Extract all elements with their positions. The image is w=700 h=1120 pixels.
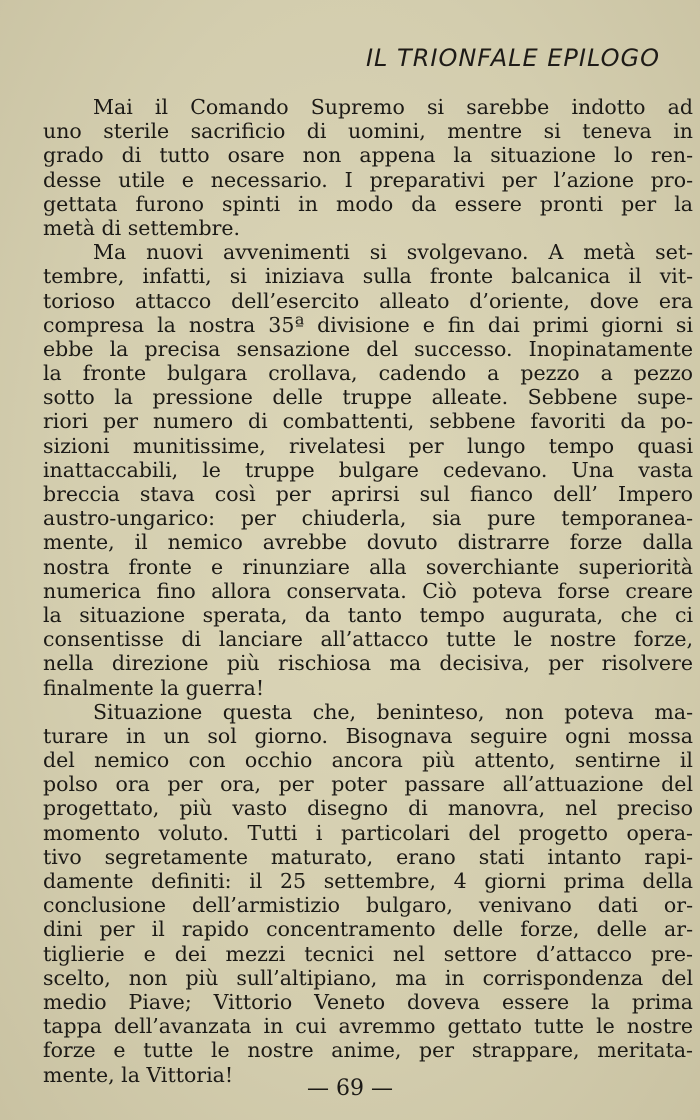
text-line: desse utile e necessario. I preparativi per l’azione pro-: [43, 167, 693, 192]
text-line: tivo segretamente maturato, erano stati intanto rapi-: [43, 844, 693, 869]
text-line: gettata furono spinti in modo da essere pronti per la: [43, 191, 693, 216]
text-line: dini per il rapido concentramento delle forze, delle ar-: [43, 917, 693, 942]
text-line: la situazione sperata, da tanto tempo augurata, che ci: [43, 602, 693, 627]
text-line: Situazione questa che, beninteso, non poteva ma-: [93, 699, 693, 724]
text-line: finalmente la guerra!: [43, 675, 265, 700]
text-line: metà di settembre.: [43, 215, 241, 240]
text-line: Mai il Comando Supremo si sarebbe indotto ad: [93, 95, 693, 119]
text-line: tembre, infatti, si iniziava sulla fronte balcanica il vit-: [43, 264, 693, 289]
text-line: austro-ungarico: per chiuderla, sia pure temporanea-: [43, 506, 693, 531]
text-line: nostra fronte e rinunziare alla soverchiante superiorità: [43, 554, 693, 579]
text-line: torioso attacco dell’esercito alleato d’oriente, dove era: [43, 288, 693, 313]
text-line: tiglierie e dei mezzi tecnici nel settore d’attacco pre-: [43, 941, 693, 966]
text-line: polso ora per ora, per poter passare all’attuazione del: [43, 772, 693, 797]
text-line: momento voluto. Tutti i particolari del progetto opera-: [43, 820, 693, 845]
text-line: compresa la nostra 35ª divisione e fin dai primi giorni si: [43, 312, 693, 337]
text-line: forze e tutte le nostre anime, per strappare, meritata-: [43, 1038, 693, 1063]
text-line: del nemico con occhio ancora più attento, sentirne il: [43, 748, 693, 773]
text-line: riori per numero di combattenti, sebbene favoriti da po-: [43, 409, 693, 434]
text-line: ebbe la precisa sensazione del successo. Inopinatamente: [43, 336, 693, 361]
text-line: grado di tutto osare non appena la situazione lo ren-: [43, 143, 693, 168]
text-line: progettato, più vasto disegno di manovra, nel preciso: [43, 796, 693, 821]
text-line: sotto la pressione delle truppe alleate. Sebbene supe-: [43, 385, 693, 410]
text-line: conclusione dell’armistizio bulgaro, venivano dati or-: [43, 893, 693, 918]
text-line: mente, il nemico avrebbe dovuto distrarre forze dalla: [43, 530, 693, 555]
text-line: mente, la Vittoria!: [43, 1062, 234, 1087]
text-line: numerica fino allora conservata. Ciò poteva forse creare: [43, 578, 693, 603]
text-line: uno sterile sacrificio di uomini, mentre si teneva in: [43, 119, 693, 144]
text-line: medio Piave; Vittorio Veneto doveva essere la prima: [43, 989, 693, 1014]
text-line: inattaccabili, le truppe bulgare cedevano. Una vasta: [43, 457, 693, 482]
body-text: [43, 95, 693, 1087]
text-line: sizioni munitissime, rivelatesi per lungo tempo quasi: [43, 433, 693, 458]
text-line: Ma nuovi avvenimenti si svolgevano. A metà set-: [93, 240, 693, 265]
page-number: — 69 —: [307, 1076, 393, 1101]
text-line: breccia stava così per aprirsi sul fianco dell’ Impero: [43, 482, 693, 506]
text-line: damente definiti: il 25 settembre, 4 giorni prima della: [43, 869, 693, 893]
running-title: IL TRIONFALE EPILOGO: [365, 44, 660, 72]
text-line: tappa dell’avanzata in cui avremmo gettato tutte le nostre: [43, 1014, 693, 1039]
text-line: turare in un sol giorno. Bisognava seguire ogni mossa: [43, 723, 693, 748]
text-line: consentisse di lanciare all’attacco tutte le nostre forze,: [43, 627, 693, 652]
text-line: la fronte bulgara crollava, cadendo a pezzo a pezzo: [43, 361, 693, 386]
text-line: nella direzione più rischiosa ma decisiva, per risolvere: [43, 651, 693, 676]
text-line: scelto, non più sull’altipiano, ma in corrispondenza del: [43, 965, 693, 990]
